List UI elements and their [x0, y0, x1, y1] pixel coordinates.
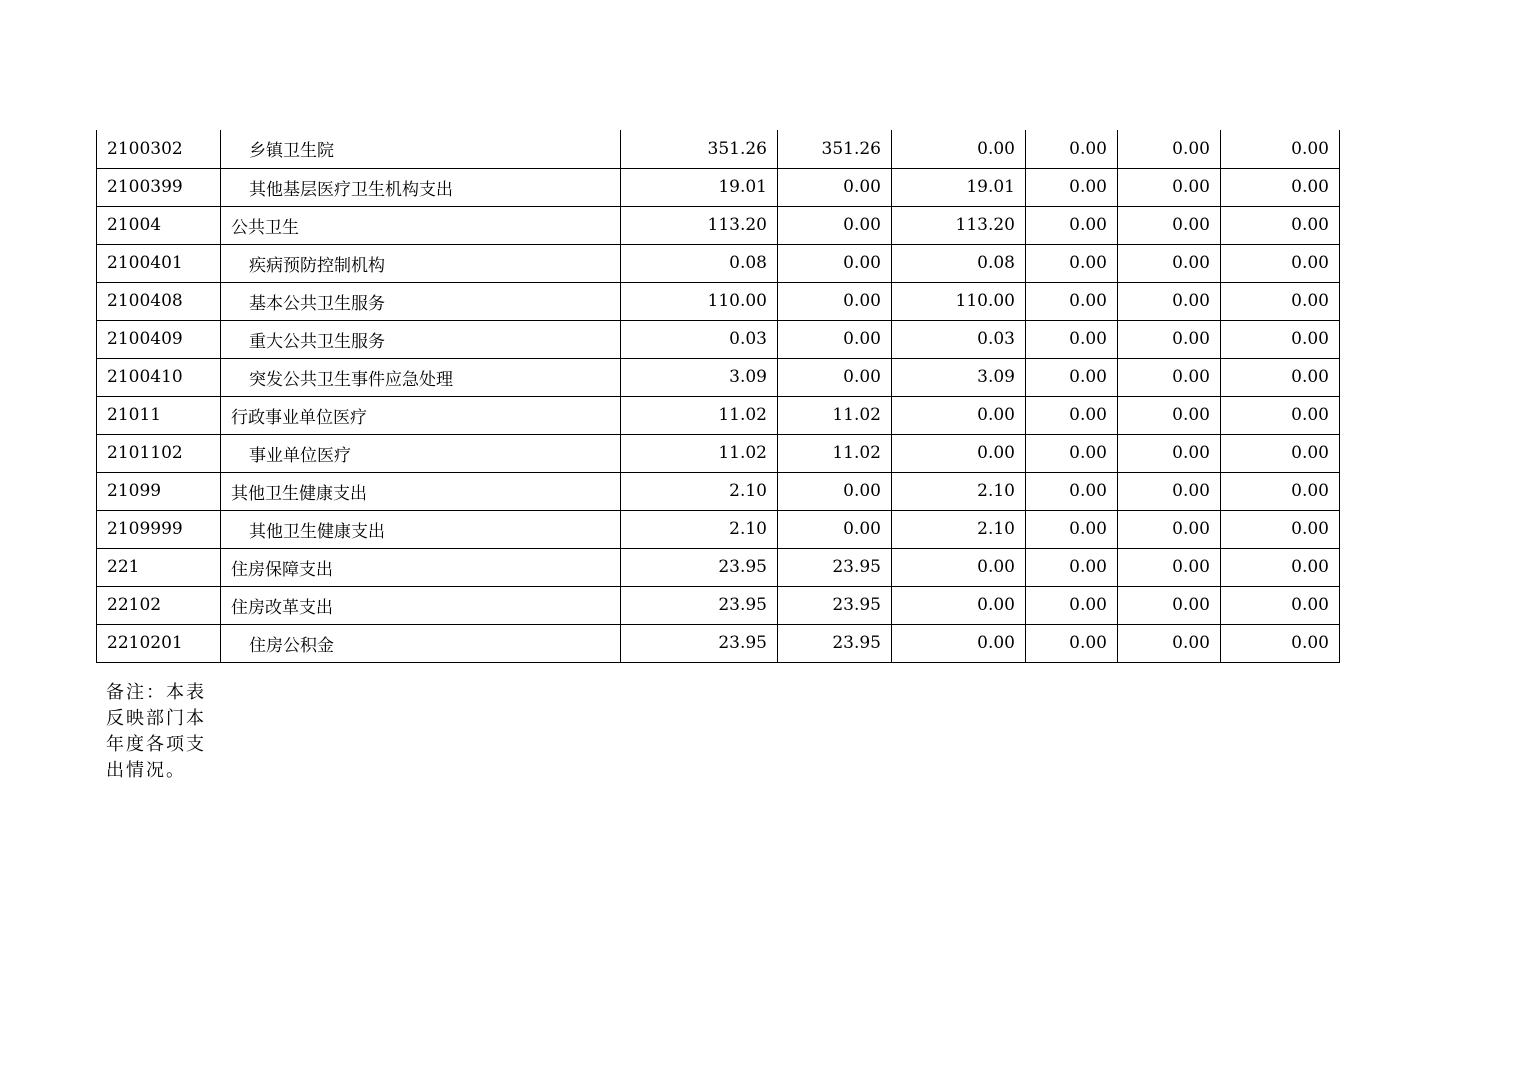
amount-cell: 0.00 [1221, 206, 1340, 244]
amount-cell: 0.08 [892, 244, 1026, 282]
amount-cell: 0.00 [1026, 434, 1118, 472]
table-note: 备注：本表反映部门本年度各项支出情况。 [106, 682, 206, 781]
amount-cell: 0.00 [1026, 358, 1118, 396]
table-body [97, 130, 1340, 662]
amount-cell: 0.00 [1221, 168, 1340, 206]
amount-cell: 23.95 [621, 586, 778, 624]
amount-cell: 0.00 [1221, 586, 1340, 624]
amount-cell: 0.00 [1221, 244, 1340, 282]
table-row [97, 396, 1340, 434]
table-row [97, 130, 1340, 168]
account-code-cell: 2100409 [97, 320, 221, 358]
table-row [97, 358, 1340, 396]
amount-cell: 2.10 [892, 472, 1026, 510]
amount-cell: 2.10 [621, 472, 778, 510]
account-name-cell: 事业单位医疗 [221, 434, 621, 472]
account-code-cell: 2101102 [97, 434, 221, 472]
amount-cell: 0.00 [1026, 472, 1118, 510]
amount-cell: 0.00 [1118, 358, 1221, 396]
amount-cell: 0.00 [1221, 548, 1340, 586]
amount-cell: 0.00 [778, 244, 892, 282]
amount-cell: 19.01 [621, 168, 778, 206]
amount-cell: 23.95 [621, 624, 778, 662]
amount-cell: 0.00 [1221, 358, 1340, 396]
table-row [97, 168, 1340, 206]
account-name-cell: 住房改革支出 [221, 586, 621, 624]
amount-cell: 0.00 [1026, 548, 1118, 586]
table-row [97, 282, 1340, 320]
amount-cell: 0.00 [1118, 168, 1221, 206]
amount-cell: 0.00 [1118, 282, 1221, 320]
amount-cell: 0.00 [1221, 282, 1340, 320]
amount-cell: 0.00 [778, 206, 892, 244]
table-row [97, 472, 1340, 510]
amount-cell: 0.00 [1118, 244, 1221, 282]
amount-cell: 0.00 [778, 510, 892, 548]
amount-cell: 11.02 [621, 396, 778, 434]
account-name-cell: 重大公共卫生服务 [221, 320, 621, 358]
amount-cell: 23.95 [778, 548, 892, 586]
table-row [97, 206, 1340, 244]
expenditure-table [96, 130, 1340, 663]
amount-cell: 0.00 [1026, 130, 1118, 168]
account-code-cell: 22102 [97, 586, 221, 624]
amount-cell: 0.00 [1221, 396, 1340, 434]
amount-cell: 0.00 [1118, 434, 1221, 472]
amount-cell: 0.00 [1118, 624, 1221, 662]
account-code-cell: 21099 [97, 472, 221, 510]
amount-cell: 0.00 [1221, 320, 1340, 358]
account-name-cell: 其他卫生健康支出 [221, 472, 621, 510]
amount-cell: 2.10 [621, 510, 778, 548]
amount-cell: 0.00 [892, 548, 1026, 586]
amount-cell: 11.02 [778, 396, 892, 434]
amount-cell: 0.00 [892, 586, 1026, 624]
amount-cell: 113.20 [892, 206, 1026, 244]
amount-cell: 0.00 [892, 624, 1026, 662]
amount-cell: 0.00 [1026, 206, 1118, 244]
amount-cell: 0.08 [621, 244, 778, 282]
amount-cell: 0.00 [1026, 624, 1118, 662]
amount-cell: 0.00 [1118, 320, 1221, 358]
account-name-cell: 住房公积金 [221, 624, 621, 662]
amount-cell: 0.00 [1118, 586, 1221, 624]
amount-cell: 0.00 [1118, 130, 1221, 168]
account-code-cell: 221 [97, 548, 221, 586]
amount-cell: 110.00 [621, 282, 778, 320]
amount-cell: 19.01 [892, 168, 1026, 206]
amount-cell: 0.00 [1026, 168, 1118, 206]
amount-cell: 11.02 [778, 434, 892, 472]
amount-cell: 0.00 [1026, 244, 1118, 282]
account-name-cell: 住房保障支出 [221, 548, 621, 586]
amount-cell: 110.00 [892, 282, 1026, 320]
amount-cell: 0.00 [778, 282, 892, 320]
amount-cell: 351.26 [778, 130, 892, 168]
amount-cell: 0.00 [1221, 434, 1340, 472]
amount-cell: 0.03 [892, 320, 1026, 358]
amount-cell: 0.00 [1026, 586, 1118, 624]
amount-cell: 23.95 [621, 548, 778, 586]
amount-cell: 11.02 [621, 434, 778, 472]
table-row [97, 434, 1340, 472]
amount-cell: 0.00 [1118, 396, 1221, 434]
amount-cell: 0.00 [1221, 130, 1340, 168]
amount-cell: 3.09 [621, 358, 778, 396]
amount-cell: 0.00 [1026, 396, 1118, 434]
account-code-cell: 2100408 [97, 282, 221, 320]
amount-cell: 23.95 [778, 586, 892, 624]
account-code-cell: 2100302 [97, 130, 221, 168]
amount-cell: 351.26 [621, 130, 778, 168]
table-row [97, 510, 1340, 548]
account-name-cell: 基本公共卫生服务 [221, 282, 621, 320]
account-name-cell: 公共卫生 [221, 206, 621, 244]
table-row [97, 624, 1340, 662]
account-code-cell: 2100401 [97, 244, 221, 282]
amount-cell: 0.03 [621, 320, 778, 358]
account-code-cell: 2210201 [97, 624, 221, 662]
account-code-cell: 21004 [97, 206, 221, 244]
account-name-cell: 其他基层医疗卫生机构支出 [221, 168, 621, 206]
account-name-cell: 突发公共卫生事件应急处理 [221, 358, 621, 396]
amount-cell: 0.00 [1026, 510, 1118, 548]
account-name-cell: 乡镇卫生院 [221, 130, 621, 168]
amount-cell: 0.00 [1221, 624, 1340, 662]
amount-cell: 23.95 [778, 624, 892, 662]
amount-cell: 113.20 [621, 206, 778, 244]
amount-cell: 0.00 [1026, 282, 1118, 320]
account-name-cell: 其他卫生健康支出 [221, 510, 621, 548]
amount-cell: 0.00 [778, 472, 892, 510]
account-code-cell: 2109999 [97, 510, 221, 548]
account-name-cell: 行政事业单位医疗 [221, 396, 621, 434]
amount-cell: 0.00 [1118, 548, 1221, 586]
table-row [97, 320, 1340, 358]
account-code-cell: 2100399 [97, 168, 221, 206]
amount-cell: 0.00 [1118, 472, 1221, 510]
table-row [97, 244, 1340, 282]
account-code-cell: 2100410 [97, 358, 221, 396]
amount-cell: 0.00 [1026, 320, 1118, 358]
amount-cell: 0.00 [892, 434, 1026, 472]
amount-cell: 0.00 [778, 358, 892, 396]
amount-cell: 0.00 [1221, 472, 1340, 510]
table-row [97, 586, 1340, 624]
table-row [97, 548, 1340, 586]
amount-cell: 0.00 [1118, 206, 1221, 244]
amount-cell: 0.00 [1221, 510, 1340, 548]
amount-cell: 0.00 [778, 320, 892, 358]
amount-cell: 0.00 [778, 168, 892, 206]
amount-cell: 3.09 [892, 358, 1026, 396]
amount-cell: 2.10 [892, 510, 1026, 548]
account-name-cell: 疾病预防控制机构 [221, 244, 621, 282]
amount-cell: 0.00 [892, 130, 1026, 168]
amount-cell: 0.00 [1118, 510, 1221, 548]
account-code-cell: 21011 [97, 396, 221, 434]
amount-cell: 0.00 [892, 396, 1026, 434]
